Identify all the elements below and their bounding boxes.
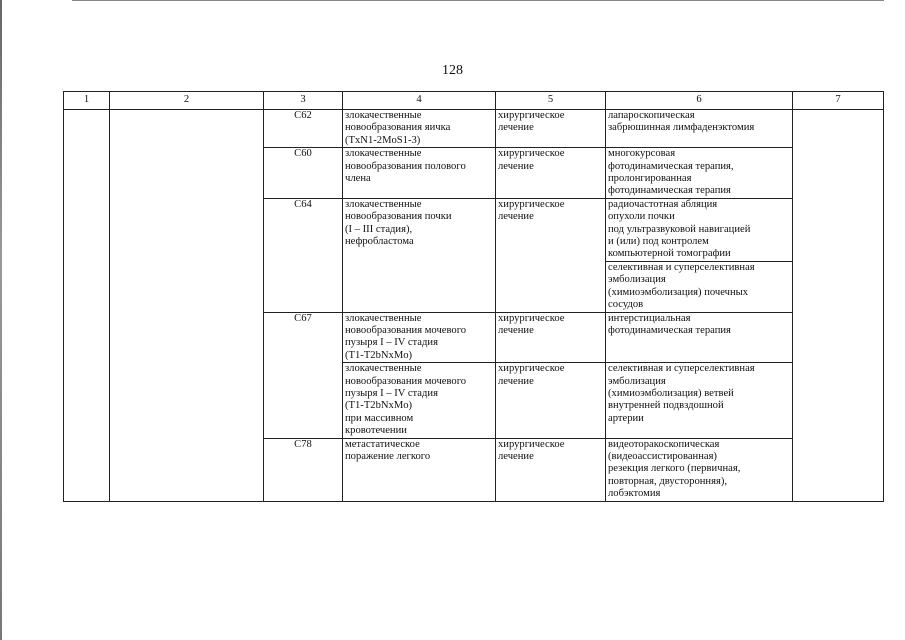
- diagnosis-cell: [343, 148, 496, 199]
- treatment-line: лечение: [498, 211, 534, 223]
- method-line: радиочастотная абляция: [608, 198, 718, 210]
- icd-code-cell: C64: [264, 198, 343, 312]
- treatment-line: лечение: [498, 450, 534, 462]
- method-line: и (или) под контролем: [608, 236, 709, 248]
- method-line: (химиоэмболизация) ветвей: [608, 387, 734, 399]
- icd-code-cell: C60: [264, 148, 343, 199]
- treatment-line: хирургическое: [498, 148, 565, 160]
- column-header-5: 5: [496, 92, 606, 110]
- method-line: селективная и суперселективная: [608, 363, 755, 375]
- diagnosis-line: (T1-T2bNxMo): [345, 400, 413, 412]
- treatment-line: хирургическое: [498, 438, 565, 450]
- column-header-1: 1: [64, 92, 110, 110]
- diagnosis-line: злокачественные: [345, 312, 422, 324]
- column-header-2: 2: [110, 92, 264, 110]
- diagnosis-line: злокачественные: [345, 148, 422, 160]
- method-line: селективная и суперселективная: [608, 261, 755, 273]
- method-line: сосудов: [608, 299, 644, 311]
- method-line: видеоторакоскопическая: [608, 438, 720, 450]
- table-row: [64, 110, 884, 148]
- empty-cell-col-2: [110, 110, 264, 502]
- diagnosis-line: поражение легкого: [345, 450, 431, 462]
- treatment-type-cell: [496, 110, 606, 148]
- empty-cell-col-1: [64, 110, 110, 502]
- treatment-type-cell: [496, 198, 606, 312]
- method-line: многокурсовая: [608, 148, 676, 160]
- diagnosis-line: новообразования мочевого: [345, 324, 467, 336]
- treatment-type-cell: [496, 363, 606, 438]
- method-line: фотодинамическая терапия: [608, 324, 731, 336]
- diagnosis-line: нефробластома: [345, 236, 414, 248]
- diagnosis-line: метастатическое: [345, 438, 420, 450]
- column-header-4: 4: [343, 92, 496, 110]
- method-line: опухоли почки: [608, 211, 675, 223]
- treatment-line: лечение: [498, 122, 534, 134]
- method-line: резекция легкого (первичная,: [608, 463, 741, 475]
- treatment-method-cell: [606, 148, 793, 199]
- treatment-type-cell: [496, 312, 606, 363]
- column-header-3: 3: [264, 92, 343, 110]
- treatment-line: хирургическое: [498, 363, 565, 375]
- treatment-line: хирургическое: [498, 110, 565, 121]
- diagnosis-line: (TxN1-2MoS1-3): [345, 134, 421, 146]
- table-body: [64, 110, 884, 502]
- method-line: внутренней подвздошной: [608, 400, 724, 412]
- treatment-line: лечение: [498, 160, 534, 172]
- diagnosis-cell: [343, 438, 496, 501]
- treatment-method-cell: [606, 312, 793, 363]
- treatment-method-cell: [606, 198, 793, 261]
- diagnosis-line: новообразования почки: [345, 211, 452, 223]
- scan-top-line: [72, 0, 884, 1]
- treatment-type-cell: [496, 148, 606, 199]
- treatment-type-cell: [496, 438, 606, 501]
- method-line: интерстициальная: [608, 312, 691, 324]
- diagnosis-cell: [343, 312, 496, 363]
- column-header-6: 6: [606, 92, 793, 110]
- diagnosis-line: злокачественные: [345, 198, 422, 210]
- diagnosis-line: при массивном: [345, 412, 414, 424]
- treatment-method-cell: [606, 363, 793, 438]
- diagnosis-line: новообразования полового: [345, 160, 466, 172]
- diagnosis-line: новообразования мочевого: [345, 375, 467, 387]
- method-line: артерии: [608, 412, 644, 424]
- icd-code-cell: C62: [264, 110, 343, 148]
- column-header-7: 7: [793, 92, 884, 110]
- treatment-line: хирургическое: [498, 312, 565, 324]
- treatment-line: хирургическое: [498, 198, 565, 210]
- method-line: повторная, двусторонняя),: [608, 475, 727, 487]
- treatment-method-cell: [606, 110, 793, 148]
- method-line: фотодинамическая терапия: [608, 185, 731, 197]
- table-header: [64, 92, 884, 110]
- method-line: забрюшинная лимфаденэктомия: [608, 122, 755, 134]
- treatment-line: лечение: [498, 324, 534, 336]
- diagnosis-line: члена: [345, 173, 371, 185]
- method-line: лапароскопическая: [608, 110, 695, 121]
- page-number: 128: [442, 63, 463, 78]
- diagnosis-line: кровотечении: [345, 425, 407, 437]
- diagnosis-cell: [343, 363, 496, 438]
- method-line: под ультразвуковой навигацией: [608, 223, 751, 235]
- diagnosis-line: пузыря I – IV стадия: [345, 337, 438, 349]
- treatment-method-cell: [606, 438, 793, 501]
- method-line: лобэктомия: [608, 488, 661, 500]
- diagnosis-cell: [343, 198, 496, 312]
- method-line: фотодинамическая терапия,: [608, 160, 734, 172]
- scan-edge: [0, 0, 2, 640]
- diagnosis-line: пузыря I – IV стадия: [345, 387, 438, 399]
- diagnosis-line: новообразования яичка: [345, 122, 451, 134]
- diagnosis-line: злокачественные: [345, 110, 422, 121]
- icd-code-cell: C67: [264, 312, 343, 438]
- treatment-line: лечение: [498, 375, 534, 387]
- diagnosis-line: (T1-T2bNxMo): [345, 349, 413, 361]
- method-line: пролонгированная: [608, 173, 692, 185]
- diagnosis-cell: [343, 110, 496, 148]
- icd-code-cell: C78: [264, 438, 343, 501]
- diagnosis-line: злокачественные: [345, 363, 422, 375]
- method-line: компьютерной томографии: [608, 248, 731, 260]
- method-line: (химиоэмболизация) почечных: [608, 286, 749, 298]
- method-line: (видеоассистированная): [608, 450, 717, 462]
- method-line: эмболизация: [608, 375, 666, 387]
- treatment-method-cell: [606, 261, 793, 312]
- treatment-table: [63, 91, 884, 502]
- diagnosis-line: (I – III стадия),: [345, 223, 413, 235]
- method-line: эмболизация: [608, 274, 666, 286]
- empty-cell-col-7: [793, 110, 884, 502]
